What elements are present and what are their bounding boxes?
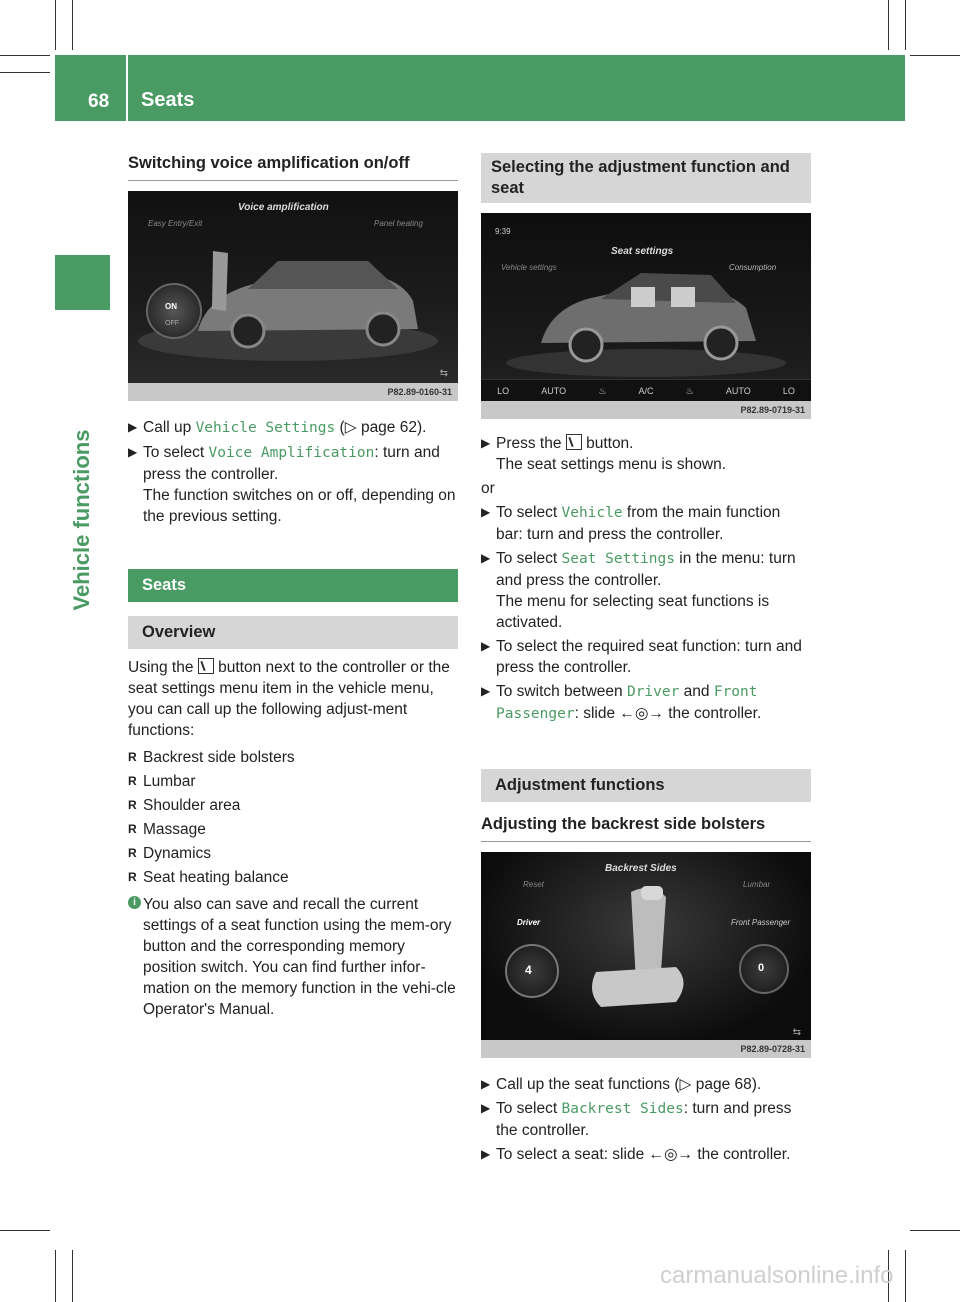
- arrow-icon: ▶: [481, 505, 491, 519]
- step: [128, 417, 458, 439]
- car-image: [481, 213, 811, 383]
- arrow-icon: ▶: [481, 551, 491, 565]
- step-text: : turn and press the controller.: [143, 444, 440, 483]
- page-title: Seats: [141, 89, 195, 111]
- step: [128, 442, 458, 527]
- menu-code: Front Passenger: [496, 684, 758, 722]
- back-icon: ⇆: [792, 1027, 801, 1038]
- screen-title: Backrest Sides: [605, 863, 677, 874]
- passenger-value: 0: [758, 962, 765, 974]
- crop-mark: [910, 55, 960, 56]
- clock: 9:39: [495, 227, 511, 236]
- seat-button-icon: [566, 434, 582, 450]
- menu-code: Driver: [626, 684, 680, 700]
- screen-menu-left: Easy Entry/Exit: [148, 219, 203, 228]
- crop-mark: [55, 0, 56, 50]
- driver-value: 4: [525, 963, 532, 977]
- step: ▶ To switch between Driver and Front Passenger: slide ←◎→ the controller.: [481, 683, 762, 722]
- steps-backrest: [481, 1074, 811, 1165]
- screen-menu-right: Lumbar: [743, 880, 771, 889]
- crop-mark: [0, 1230, 50, 1231]
- right-column: [481, 153, 811, 1168]
- arrow-icon: ▶: [481, 436, 491, 450]
- list-item: R Shoulder area: [128, 797, 241, 814]
- subsection-bar-overview: Overview: [128, 616, 458, 649]
- arrow-icon: ▶: [481, 1077, 491, 1091]
- step: ▶ To select Vehicle from the main function bar: turn and press the controller.: [481, 504, 781, 543]
- arrow-icon: ▶: [481, 1101, 491, 1115]
- watermark: carmanualsonline.info: [660, 1262, 894, 1289]
- seat-settings-image: [481, 213, 811, 419]
- crop-mark: [910, 1230, 960, 1231]
- section-bar-seats: Seats: [128, 569, 458, 602]
- crop-mark: [72, 0, 73, 50]
- driver-label: Driver: [517, 918, 541, 927]
- overview-intro: [128, 657, 458, 741]
- climate-bar: [481, 379, 811, 402]
- on-label: ON: [165, 302, 177, 311]
- step: ▶ To select Backrest Sides: turn and press the controller.: [481, 1100, 792, 1139]
- seat-heat-icon: ♨: [685, 385, 694, 396]
- screen-menu-right: Consumption: [729, 263, 777, 272]
- screen-menu-left: Vehicle settings: [501, 263, 557, 272]
- section-bar-select: Selecting the adjustment function and seat: [481, 153, 811, 203]
- note-text: You also can save and recall the current settings of a seat function using the mem-ory button and the corresponding memory position switch. You can find further infor-mation on the memory function in the vehi-cle Operator's Manual.: [143, 896, 456, 1018]
- step: ▶ To select Seat Settings in the menu: turn and press the controller. The menu for selecting seat functions is activated.: [481, 548, 811, 633]
- screen-menu-right: Panel heating: [374, 219, 423, 228]
- seat-heat-icon: ♨: [598, 385, 607, 396]
- list-item: R Lumbar: [128, 773, 196, 790]
- arrow-icon: ▶: [128, 445, 138, 459]
- arrow-icon: ▶: [481, 639, 491, 653]
- page-number: 68: [88, 91, 110, 112]
- crop-mark: [905, 1250, 906, 1302]
- passenger-label: Front Passenger: [731, 918, 791, 927]
- step-text: To select: [143, 444, 209, 461]
- info-icon: i: [128, 896, 141, 909]
- subsection-bar-adjust: Adjustment functions: [481, 769, 811, 802]
- list-item: R Massage: [128, 821, 206, 838]
- off-label: OFF: [165, 320, 179, 327]
- step-result: The function switches on or off, depending on the previous setting.: [143, 487, 456, 525]
- climate-item: A/C: [638, 385, 654, 396]
- left-column: [128, 153, 458, 1020]
- side-label: Vehicle functions: [69, 429, 94, 611]
- climate-item: LO: [497, 385, 510, 396]
- step-text: Call up: [143, 419, 196, 436]
- image-code: P82.89-0728-31: [481, 1040, 811, 1058]
- list-item: R Dynamics: [128, 845, 212, 862]
- seat-button-icon: [198, 658, 214, 674]
- step: ▶ Call up the seat functions (▷ page 68).: [481, 1076, 762, 1093]
- steps-select: [481, 433, 811, 725]
- menu-code: Seat Settings: [561, 551, 675, 567]
- menu-code: Vehicle: [561, 505, 623, 521]
- voice-amplification-image: [128, 191, 458, 401]
- step-text: button.: [581, 435, 634, 452]
- or-text: or: [481, 480, 495, 497]
- step-result: The seat settings menu is shown.: [496, 456, 727, 473]
- list-item: R Backrest side bolsters: [128, 749, 295, 766]
- arrow-icon: ▶: [481, 1147, 491, 1161]
- intro-text: Using the: [128, 659, 198, 676]
- menu-code: Voice Amplification: [208, 445, 375, 461]
- backrest-sides-image: [481, 852, 811, 1058]
- intro-text: button next to the controller or the seat settings menu item in the vehicle menu, you can call up the following adjust-ment functions:: [128, 659, 450, 739]
- image-code: P82.89-0719-31: [481, 401, 811, 419]
- menu-code: Backrest Sides: [561, 1101, 684, 1117]
- driver-dial: [505, 944, 559, 998]
- step: ▶ To select the required seat function: turn and press the controller.: [481, 638, 802, 676]
- arrow-icon: ▶: [481, 684, 491, 698]
- section-heading-backrest: Adjusting the backrest side bolsters: [481, 814, 811, 842]
- step: [481, 433, 811, 475]
- climate-item: AUTO: [541, 385, 567, 396]
- screen-title: Seat settings: [611, 246, 674, 257]
- back-icon: ⇆: [439, 368, 448, 379]
- screen-menu-left: Reset: [523, 880, 544, 889]
- crop-mark: [72, 1250, 73, 1302]
- arrow-icon: ▶: [128, 420, 138, 434]
- climate-item: AUTO: [725, 385, 751, 396]
- image-code: P82.89-0160-31: [128, 383, 458, 401]
- side-tab: [55, 255, 110, 310]
- list-item: R Seat heating balance: [128, 869, 289, 886]
- step-text: Press the: [496, 435, 566, 452]
- info-note: [128, 894, 458, 1020]
- crop-mark: [905, 0, 906, 50]
- step: ▶ To select a seat: slide ←◎→ the controller.: [481, 1146, 791, 1163]
- step-result: The menu for selecting seat functions is activated.: [496, 593, 770, 631]
- crop-mark: [888, 0, 889, 50]
- crop-mark: [55, 1250, 56, 1302]
- climate-item: LO: [782, 385, 795, 396]
- crop-mark: [0, 55, 50, 56]
- function-list: [128, 747, 458, 888]
- menu-code: Vehicle Settings: [195, 420, 336, 436]
- section-heading-voice: Switching voice amplification on/off: [128, 153, 458, 181]
- steps-voice: [128, 417, 458, 527]
- step-text: (▷ page 62).: [335, 419, 427, 436]
- screen-title: Voice amplification: [238, 202, 329, 213]
- header-divider: [126, 55, 128, 121]
- crop-mark: [0, 72, 50, 73]
